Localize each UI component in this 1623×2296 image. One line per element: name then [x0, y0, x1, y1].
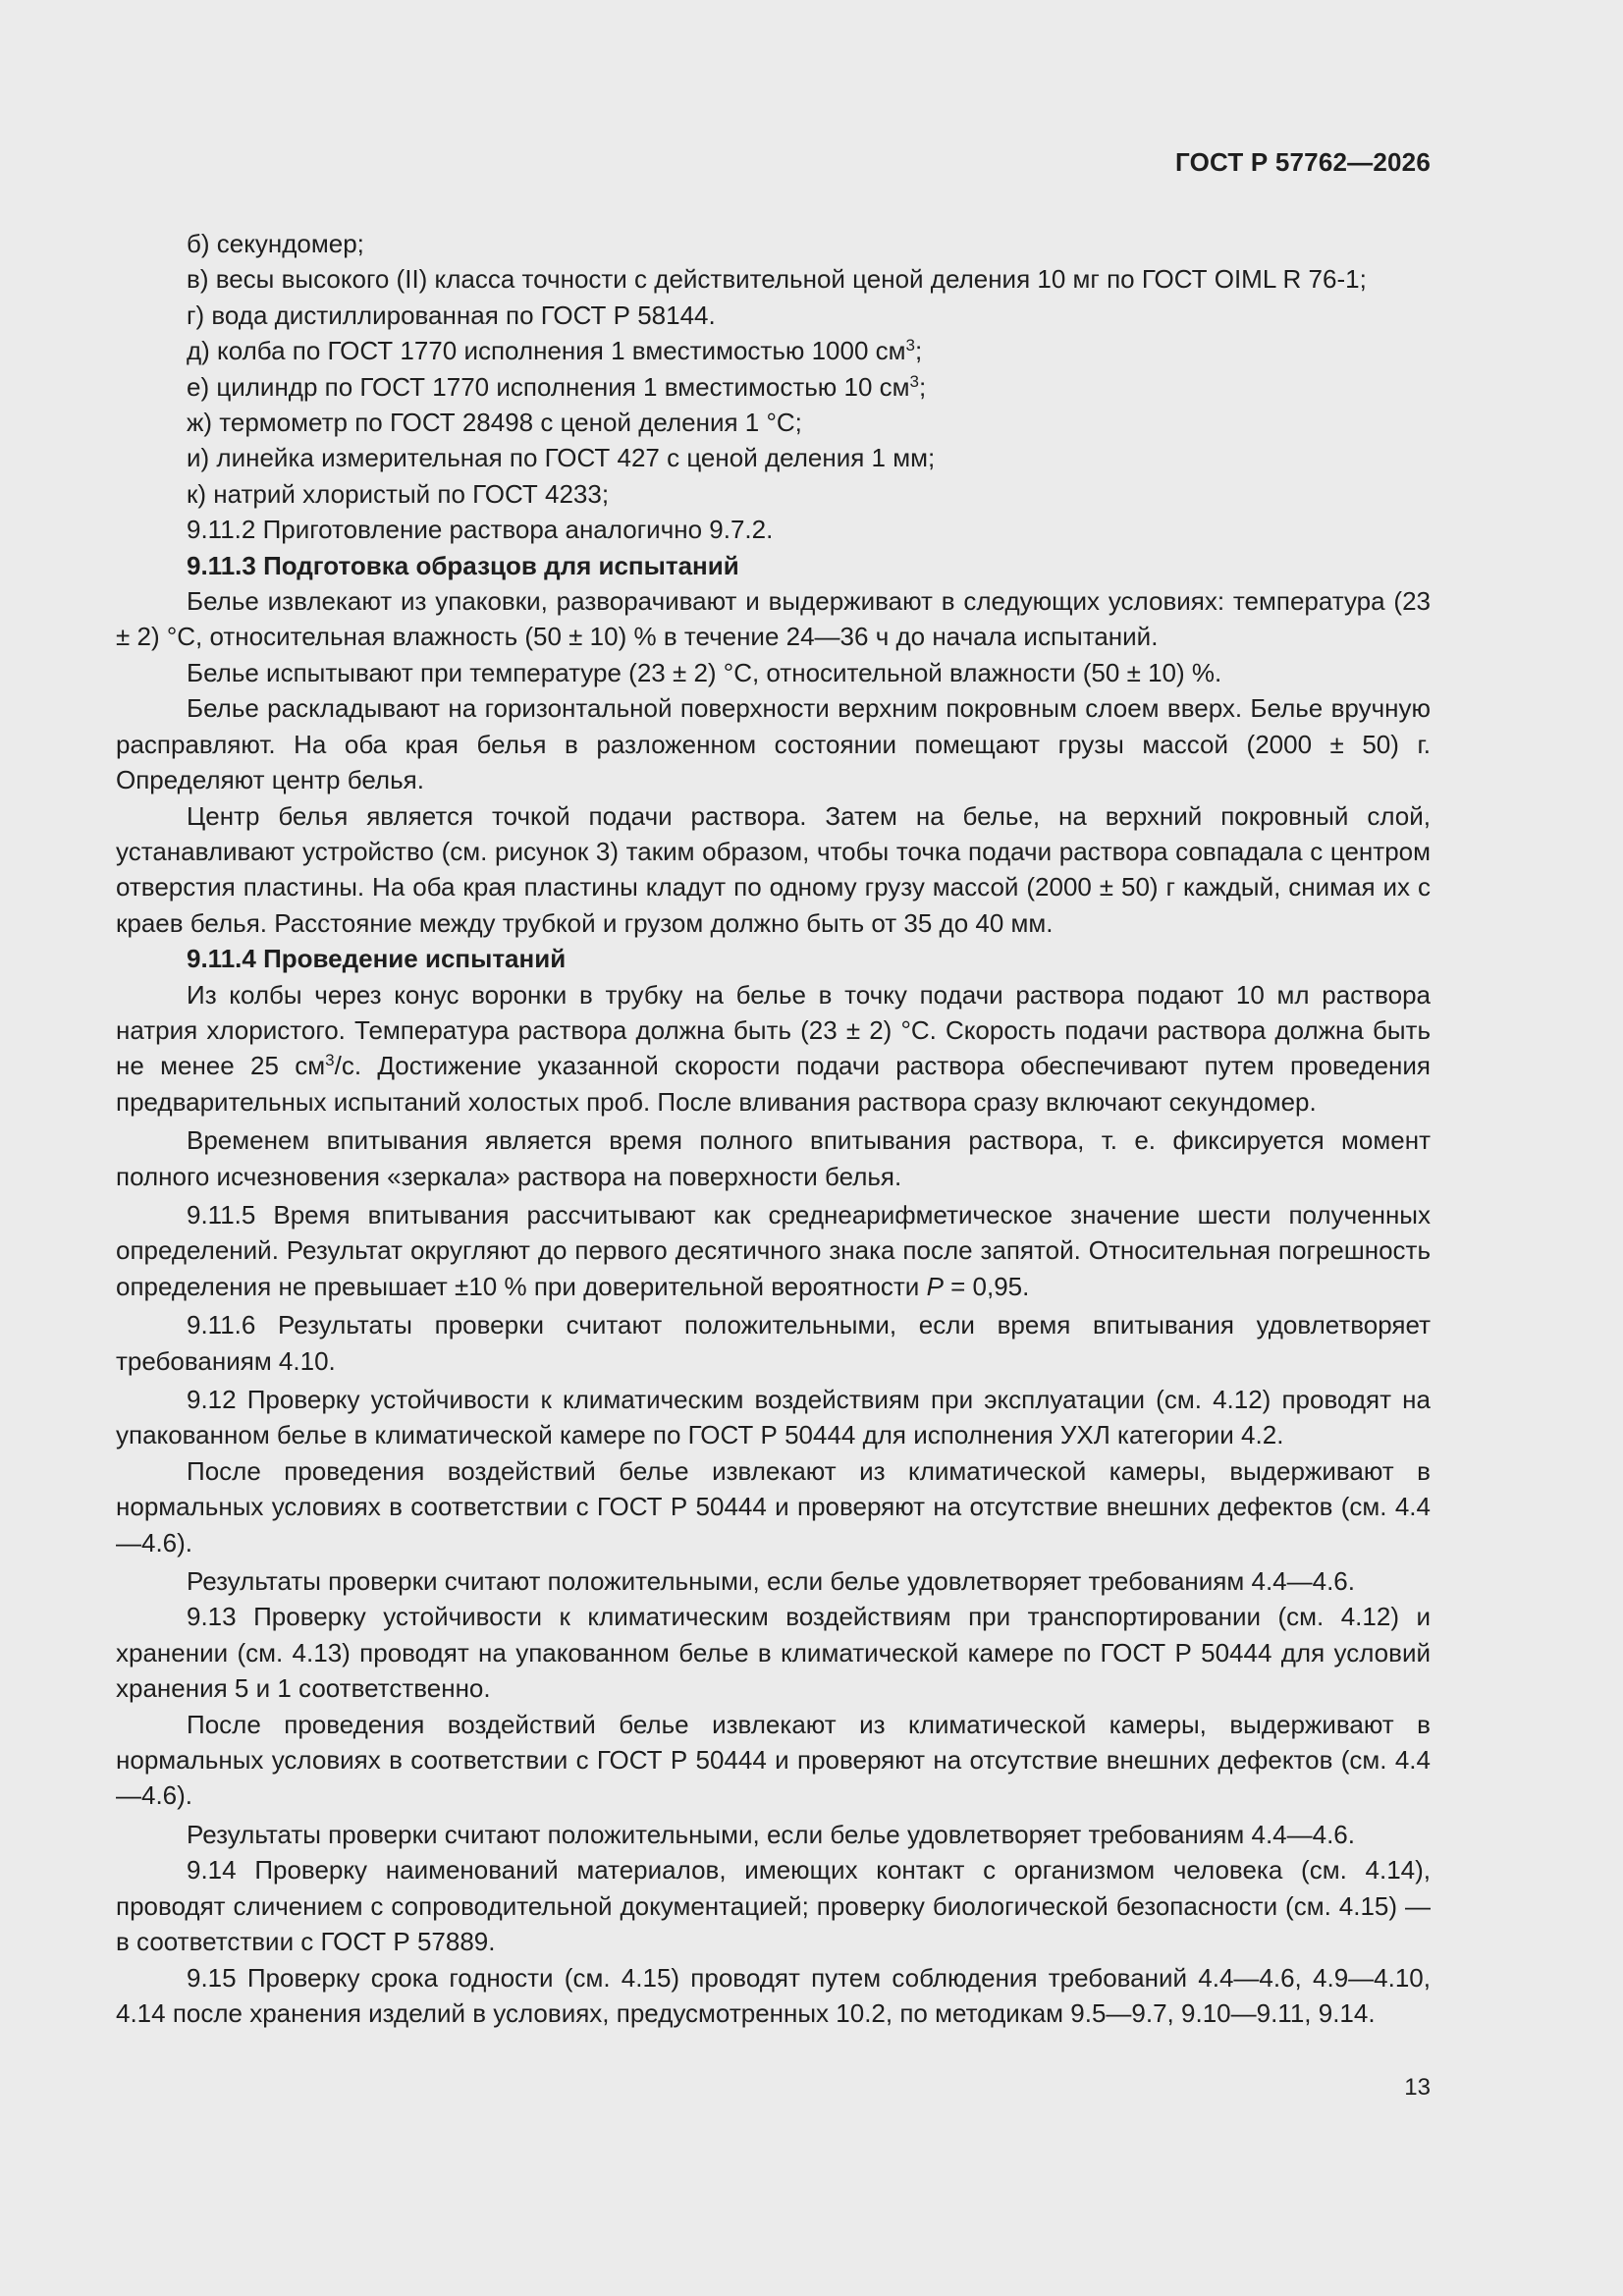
clause-9-15: 9.15 Проверку срока годности (см. 4.15) проводят путем соблюдения требований 4.4—4.6, 4.9—4.10, 4.14 после хранения изделий в условиях, предусмотренных 10.2, по методикам 9.5—9.7, 9.10—9.11, 9.14.	[116, 1962, 1431, 2028]
clause-9-13-paragraph-3: Результаты проверки считают положительными, если белье удовлетворяет требованиям 4.4—4.6.	[187, 1819, 1355, 1849]
clause-9-14: 9.14 Проверку наименований материалов, имеющих контакт с организмом человека (см. 4.14), проводят сличением с сопроводительной документацией; проверку биологической безопасности (см. 4.15) — в соответствии с ГОСТ Р 57889.	[116, 1855, 1431, 1957]
clause-9-13-paragraph-2: После проведения воздействий белье извлекают из климатической камеры, выдерживают в нормальных условиях в соответствии с ГОСТ Р 50444 и проверяют на отсутствие внешних дефектов (см. 4.4—4.6).	[116, 1709, 1431, 1811]
clause-9-11-4-paragraph-2: Временем впитывания является время полного впитывания раствора, т. е. фиксируется момент полного исчезновения «зеркала» раствора на поверхности белья.	[116, 1125, 1431, 1191]
page-number: 13	[1404, 2074, 1431, 2101]
clause-9-11-3-paragraph-1: Белье извлекают из упаковки, разворачивают и выдерживают в следующих условиях: температура (23 ± 2) °С, относительная влажность (50 ± 10) % в течение 24—36 ч до начала испытаний.	[116, 586, 1431, 652]
clause-9-13-paragraph-1: 9.13 Проверку устойчивости к климатическим воздействиям при транспортировании (см. 4.12) и хранении (см. 4.13) проводят на упакованном белье в климатической камере по ГОСТ Р 50444 для условий хранения 5 и 1 соответственно.	[116, 1602, 1431, 1704]
clause-9-11-3-paragraph-2: Белье испытывают при температуре (23 ± 2) °С, относительной влажности (50 ± 10) %.	[187, 657, 1222, 687]
clause-9-12-paragraph-1: 9.12 Проверку устойчивости к климатическим воздействиям при эксплуатации (см. 4.12) проводят на упакованном белье в климатической камере по ГОСТ Р 50444 для исполнения УХЛ категории 4.2.	[116, 1385, 1431, 1450]
clause-9-11-5: 9.11.5 Время впитывания рассчитывают как среднеарифметическое значение шести полученных определений. Результат округляют до первого десятичного знака после запятой. Относительная погрешность определения не превышает ±10 % при доверительной вероятности Р = 0,95.	[116, 1199, 1431, 1301]
list-item-k: к) натрий хлористый по ГОСТ 4233;	[187, 478, 610, 509]
list-item-d: д) колба по ГОСТ 1770 исполнения 1 вместимостью 1000 $см^3$;	[187, 336, 923, 366]
list-item-e: е) цилиндр по ГОСТ 1770 исполнения 1 вместимостью 10 $см^3$;	[187, 371, 927, 402]
clause-9-11-4-paragraph-1: Из колбы через конус воронки в трубку на белье в точку подачи раствора подают 10 мл раствора натрия хлористого. Температура раствора должна быть (23 ± 2) °С. Скорость подачи раствора должна быть не менее 25 $см^3/с$. Достижение указанной скорости подачи раствора обеспечивают путем проведения предварительных испытаний холостых проб. После вливания раствора сразу включают секундомер.	[116, 979, 1431, 1117]
list-item-b: б) секундомер;	[187, 229, 364, 258]
list-item-v: в) весы высокого (II) класса точности с действительной ценой деления 10 мг по ГОСТ OIML R 76-1;	[187, 264, 1367, 295]
clause-9-11-3-heading: 9.11.3 Подготовка образцов для испытаний	[187, 550, 739, 580]
clause-9-11-3-paragraph-3: Белье раскладывают на горизонтальной поверхности верхним покровным слоем вверх. Белье вручную расправляют. На оба края белья в разложенном состоянии помещают грузы массой (2000 ± 50) г. Определяют центр белья.	[116, 693, 1431, 795]
clause-9-11-4-heading: 9.11.4 Проведение испытаний	[187, 944, 567, 974]
page-body	[116, 226, 1431, 2031]
clause-9-11-2: 9.11.2 Приготовление раствора аналогично 9.7.2.	[187, 515, 774, 545]
list-item-i: и) линейка измерительная по ГОСТ 427 с ценой деления 1 мм;	[187, 443, 936, 473]
list-item-zh: ж) термометр по ГОСТ 28498 с ценой деления 1 °С;	[187, 408, 802, 438]
clause-9-11-6: 9.11.6 Результаты проверки считают положительными, если время впитывания удовлетворяет требованиям 4.10.	[116, 1310, 1431, 1376]
clause-9-12-paragraph-3: Результаты проверки считают положительными, если белье удовлетворяет требованиям 4.4—4.6.	[187, 1566, 1355, 1597]
clause-9-12-paragraph-2: После проведения воздействий белье извлекают из климатической камеры, выдерживают в нормальных условиях в соответствии с ГОСТ Р 50444 и проверяют на отсутствие внешних дефектов (см. 4.4—4.6).	[116, 1455, 1431, 1558]
list-item-g: г) вода дистиллированная по ГОСТ Р 58144.	[187, 300, 716, 330]
clause-9-11-3-paragraph-4: Центр белья является точкой подачи раствора. Затем на белье, на верхний покровный слой, устанавливают устройство (см. рисунок 3) таким образом, чтобы точка подачи раствора совпадала с центром отверстия пластины. На оба края пластины кладут по одному грузу массой (2000 ± 50) г каждый, снимая их с краев белья. Расстояние между трубкой и грузом должно быть от 35 до 40 мм.	[116, 800, 1431, 938]
standard-designation: ГОСТ Р 57762—2026	[1175, 147, 1431, 177]
